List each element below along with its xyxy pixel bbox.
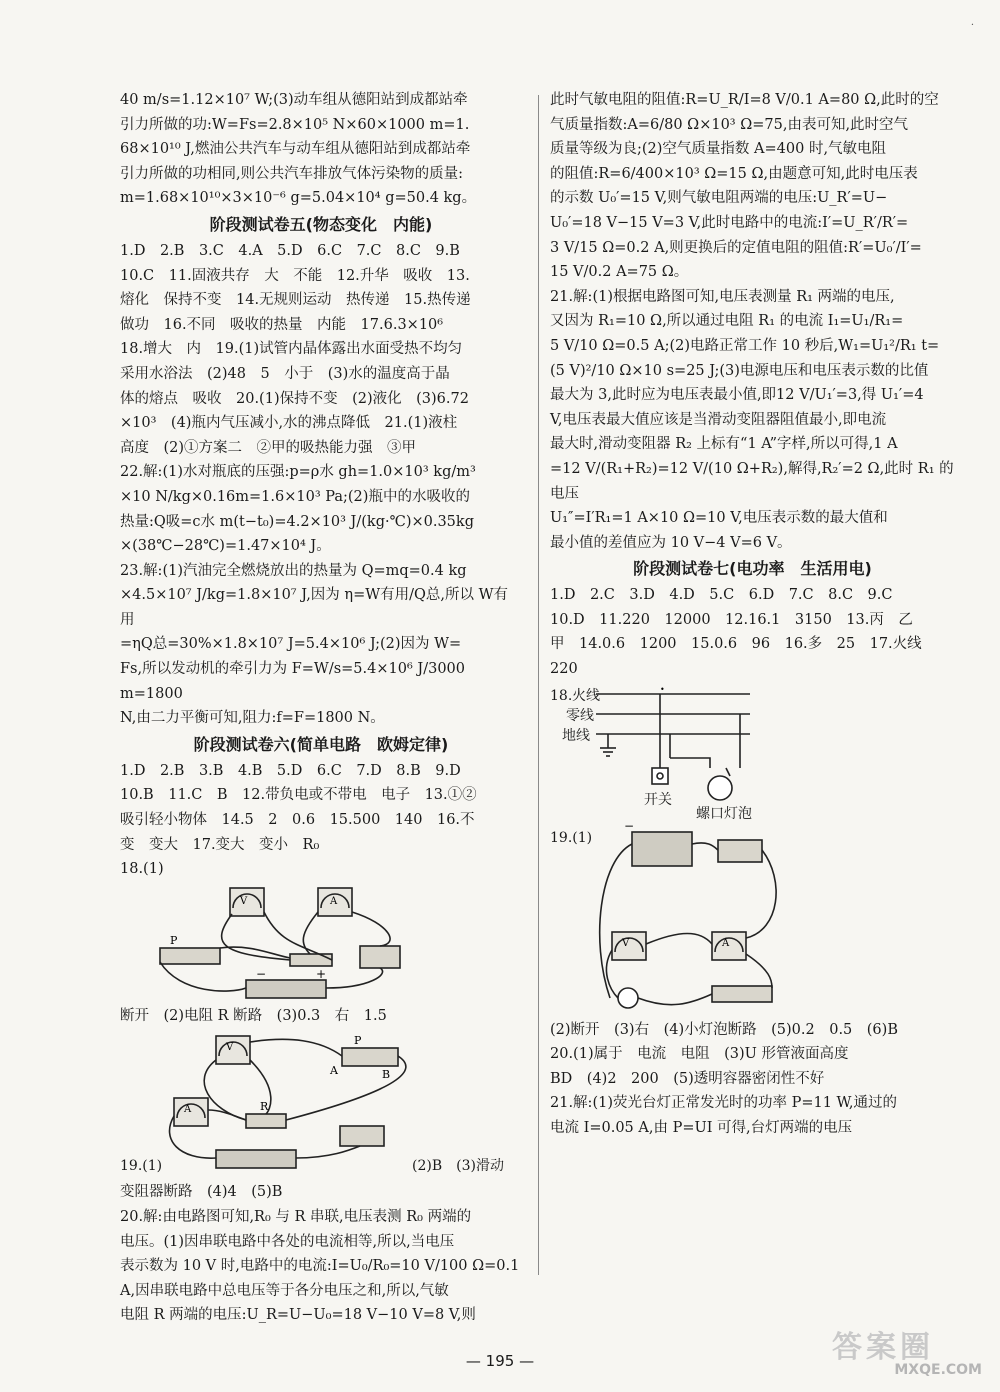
section-title-5: 阶段测试卷五(物态变化 内能): [209, 214, 433, 234]
section7-line: 10.D 11.220 12000 12.16.1 3150 13.丙 乙: [550, 611, 913, 628]
right-bottom-line: 21.解:(1)荧光台灯正常发光时的功率 P=11 W,通过的: [550, 1095, 898, 1112]
right-bottom-line: 电流 I=0.05 A,由 P=UI 可得,台灯两端的电压: [550, 1120, 853, 1137]
section5-line: ×(38℃−28℃)=1.47×10⁴ J。: [120, 538, 331, 555]
left-top-line: 68×10¹⁰ J,燃油公共汽车与动车组从德阳站到成都站牵: [120, 141, 471, 158]
corner-mark: ·: [970, 20, 974, 31]
left-top-line: m=1.68×10¹⁰×3×10⁻⁶ g=5.04×10⁴ g=50.4 kg。: [120, 190, 477, 207]
circuit-figure-18: [120, 884, 522, 1002]
ammeter-label: A: [330, 895, 338, 907]
answer-block-bottom: [120, 1180, 522, 1328]
section5-line: 10.C 11.固液共存 大 不能 12.升华 吸收 13.: [120, 267, 470, 284]
section5-line: 18.增大 内 19.(1)试管内晶体露出水面受热不均匀: [120, 341, 463, 358]
answer-block-right-top: [550, 88, 955, 555]
right-top-line: =12 V/(R₁+R₂)=12 V/(10 Ω+R₂),解得,R₂′=2 Ω,此时 R₁ 的电压: [550, 460, 954, 502]
neutral-wire-label: 零线: [566, 707, 594, 724]
right-top-line: 的示数 U₀′=15 V,则气敏电阻两端的电压:U_R′=U−: [550, 190, 888, 207]
section5-line: ×10³ (4)瓶内气压减小,水的沸点降低 21.(1)液柱: [120, 415, 458, 432]
section5-line: N,由二力平衡可知,阻力:f=F=1800 N。: [120, 710, 385, 727]
section5-line: 22.解:(1)水对瓶底的压强:p=ρ水 gh=1.0×10³ kg/m³: [120, 464, 476, 481]
section-title-7: 阶段测试卷七(电功率 生活用电): [633, 559, 872, 579]
right-top-line: 最小值的差值应为 10 V−4 V=6 V。: [550, 534, 792, 551]
right-top-line: 的阻值:R=6/400×10³ Ω=15 Ω,由题意可知,此时电压表: [550, 165, 918, 182]
section7-line: 甲 14.0.6 1200 15.0.6 96 16.多 25 17.火线: [550, 636, 922, 653]
answer-block-right-bottom: [550, 1018, 955, 1141]
circuit-figure-19: [120, 1030, 522, 1178]
slider-label-p-19: P: [354, 1034, 362, 1048]
live-wire-label: 火线: [572, 687, 600, 704]
right-top-line: 21.解:(1)根据电路图可知,电压表测量 R₁ 两端的电压,: [550, 288, 895, 305]
switch-label: 开关: [644, 791, 672, 808]
junction-dot: •: [660, 684, 665, 694]
right-top-line: 又因为 R₁=10 Ω,所以通过电阻 R₁ 的电流 I₁=U₁/R₁=: [550, 313, 904, 330]
right-bottom-line: BD (4)2 200 (5)透明容器密闭性不好: [550, 1070, 825, 1087]
right-top-line: 3 V/15 Ω=0.2 A,则更换后的定值电阻的阻值:R′=U₀′/I′=: [550, 239, 922, 256]
section5-line: 23.解:(1)汽油完全燃烧放出的热量为 Q=mq=0.4 kg: [120, 562, 467, 579]
right-bottom-line: 20.(1)属于 电流 电阻 (3)U 形管液面高度: [550, 1046, 849, 1063]
right-top-line: 15 V/0.2 A=75 Ω。: [550, 264, 689, 281]
terminal-label-a: A: [330, 1064, 338, 1078]
answer-block-top: [120, 88, 522, 211]
right-top-line: 此时气敏电阻的阻值:R=U_R/I=8 V/0.1 A=80 Ω,此时的空: [550, 92, 939, 108]
section5-line: 热量:Q吸=c水 m(t−t₀)=4.2×10³ J/(kg·℃)×0.35kg: [120, 513, 474, 530]
ground-wire-label: 地线: [562, 727, 590, 744]
section6-line: 吸引轻小物体 14.5 2 0.6 15.500 140 16.不: [120, 812, 475, 829]
right-bottom-line: (2)断开 (3)右 (4)小灯泡断路 (5)0.2 0.5 (6)B: [550, 1021, 898, 1038]
section7-line: 220: [550, 661, 578, 678]
section5-line: ×10 N/kg×0.16m=1.6×10³ Pa;(2)瓶中的水吸收的: [120, 488, 470, 505]
section6-line: 变 变大 17.变大 变小 R₀: [120, 836, 320, 853]
resistor-label-r: R: [260, 1100, 269, 1114]
section5-line: 1.D 2.B 3.C 4.A 5.D 6.C 7.C 8.C 9.B: [120, 242, 460, 259]
section-title-6: 阶段测试卷六(简单电路 欧姆定律): [193, 734, 449, 754]
watermark-logo: [832, 1322, 982, 1382]
section6-line: 18.(1): [120, 861, 164, 878]
fig19-left-label: 19.(1): [120, 1158, 163, 1175]
answer-block-section-6: [120, 759, 522, 882]
left-column: [120, 88, 522, 1328]
battery-minus-19: −: [624, 819, 635, 833]
fig19-right-label: (2)B (3)滑动: [412, 1158, 504, 1175]
section5-line: 体的熔点 吸收 20.(1)保持不变 (2)液化 (3)6.72: [120, 390, 469, 407]
right-top-line: 质量等级为良;(2)空气质量指数 A=400 时,气敏电阻: [550, 141, 887, 158]
section5-line: 熔化 保持不变 14.无规则运动 热传递 15.热传递: [120, 292, 471, 309]
left-top-line: 引力所做的功相同,则公共汽车排放气体污染物的质量:: [120, 165, 463, 182]
section5-line: ×4.5×10⁷ J/kg=1.8×10⁷ J,因为 η=W有用/Q总,所以 W有用: [120, 587, 509, 628]
page-number: — 195 —: [465, 1352, 535, 1370]
watermark-url: MXQE.COM: [894, 1362, 982, 1378]
watermark-text: 答案圈: [832, 1330, 934, 1365]
circuit-diagram-19-right: [550, 820, 955, 1016]
wiring-figure-18: [550, 684, 955, 822]
right-top-line: V,电压表最大值应该是当滑动变阻器阻值最小,即电流: [550, 411, 887, 428]
voltmeter-label-19: V: [226, 1042, 234, 1054]
left-bottom-line: A,因串联电路中总电压等于各分电压之和,所以,气敏: [120, 1282, 449, 1299]
section6-line: 10.B 11.C B 12.带负电或不带电 电子 13.①②: [120, 787, 477, 804]
left-top-line: 40 m/s=1.12×10⁷ W;(3)动车组从德阳站到成都站牵: [120, 92, 468, 108]
answer-block-section-7: [550, 583, 955, 681]
left-top-line: 引力所做的功:W=Fs=2.8×10⁵ N×60×1000 m=1.: [120, 116, 470, 133]
right-top-line: 气质量指数:A=6/80 Ω×10³ Ω=75,由表可知,此时空气: [550, 116, 909, 133]
fig18-caption: 断开 (2)电阻 R 断路 (3)0.3 右 1.5: [120, 1007, 387, 1024]
circuit-figure-19-right: [550, 820, 955, 1016]
battery-minus: −: [256, 966, 267, 981]
bulb-label: 螺口灯泡: [696, 805, 752, 822]
left-bottom-line: 变阻器断路 (4)4 (5)B: [120, 1184, 283, 1201]
section5-line: Fs,所以发动机的牵引力为 F=W/s=5.4×10⁶ J/3000 m=1800: [120, 661, 470, 702]
voltmeter-label: V: [240, 895, 248, 907]
left-bottom-line: 电阻 R 两端的电压:U_R=U−U₀=18 V−10 V=8 V,则: [120, 1307, 476, 1324]
fig19-label-right: 19.(1): [550, 829, 593, 846]
wiring-diagram: [550, 684, 955, 818]
ammeter-label-19: A: [184, 1104, 192, 1116]
right-top-line: (5 V)²/10 Ω×10 s=25 J;(3)电源电压和电压表示数的比值: [550, 362, 929, 379]
answer-block-section-5: [120, 239, 522, 731]
circuit-diagram-18: [120, 884, 522, 1002]
left-bottom-line: 表示数为 10 V 时,电路中的电流:I=U₀/R₀=10 V/100 Ω=0.1: [120, 1258, 520, 1275]
right-column: [550, 88, 955, 1141]
left-bottom-line: 20.解:由电路图可知,R₀ 与 R 串联,电压表测 R₀ 两端的: [120, 1209, 472, 1225]
right-top-line: U₀′=18 V−15 V=3 V,此时电路中的电流:I′=U_R′/R′=: [550, 214, 909, 231]
section7-line: 1.D 2.C 3.D 4.D 5.C 6.D 7.C 8.C 9.C: [550, 587, 893, 604]
terminal-label-b: B: [382, 1068, 391, 1082]
voltmeter-label-19r: V: [622, 937, 630, 949]
ammeter-label-19r: A: [722, 937, 730, 949]
right-top-line: 最大时,滑动变阻器 R₂ 上标有“1 A”字样,所以可得,1 A: [550, 436, 898, 453]
section5-line: =ηQ总=30%×1.8×10⁷ J=5.4×10⁶ J;(2)因为 W=: [120, 636, 462, 653]
slider-label-p: P: [170, 933, 178, 947]
right-top-line: U₁″=I′R₁=1 A×10 Ω=10 V,电压表示数的最大值和: [550, 510, 888, 527]
column-divider: [538, 95, 539, 1275]
battery-plus: +: [316, 966, 327, 981]
right-top-line: 最大为 3,此时应为电压表最小值,即12 V/U₁′=3,得 U₁′=4: [550, 387, 924, 404]
fig18-label: 18.: [550, 687, 573, 704]
section6-line: 1.D 2.B 3.B 4.B 5.D 6.C 7.D 8.B 9.D: [120, 762, 461, 779]
section5-line: 做功 16.不同 吸收的热量 内能 17.6.3×10⁶: [120, 316, 444, 333]
right-top-line: 5 V/10 Ω=0.5 A;(2)电路正常工作 10 秒后,W₁=U₁²/R₁ t=: [550, 337, 940, 354]
section5-line: 采用水浴法 (2)48 5 小于 (3)水的温度高于晶: [120, 365, 450, 382]
left-bottom-line: 电压。(1)因串联电路中各处的电流相等,所以,当电压: [120, 1233, 455, 1250]
section5-line: 高度 (2)①方案二 ②甲的吸热能力强 ③甲: [120, 439, 417, 456]
